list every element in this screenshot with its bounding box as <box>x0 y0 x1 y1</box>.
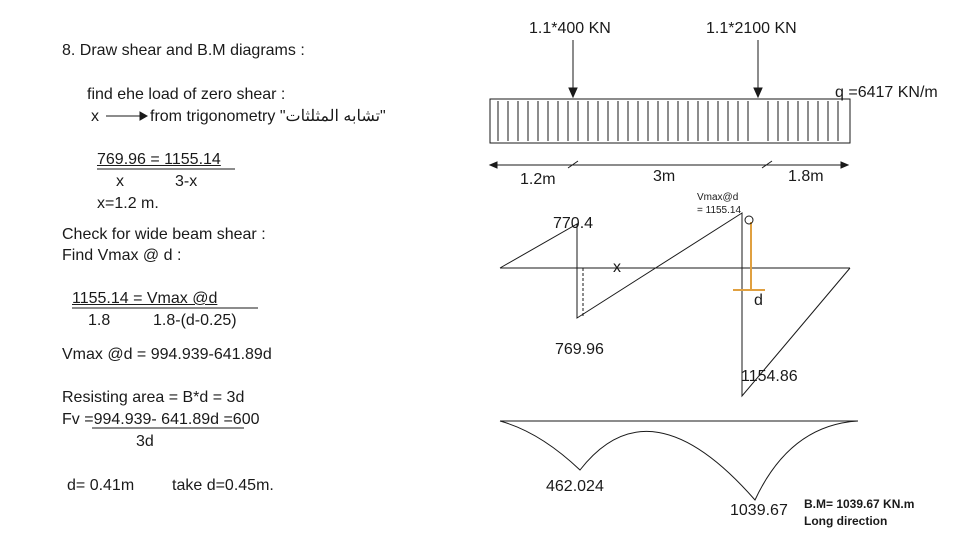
dimension-arrow-left <box>490 162 497 168</box>
dim-left-label: 1.2m <box>520 171 556 188</box>
shear-769-label: 769.96 <box>555 341 604 358</box>
dimension-arrow-right <box>841 162 848 168</box>
bm-note-line-1: B.M= 1039.67 KN.m <box>804 497 915 511</box>
vmax-equation: Vmax @d = 994.939-641.89d <box>62 346 272 363</box>
shear-d-label: d <box>754 292 763 309</box>
take-d: take d=0.45m. <box>172 477 274 494</box>
load-right-label: 1.1*2100 KN <box>706 20 797 37</box>
find-vmax-line: Find Vmax @ d : <box>62 247 182 264</box>
moment-462-label: 462.024 <box>546 478 604 495</box>
shear-770-label: 770.4 <box>553 215 594 232</box>
load-left-label: 1.1*400 KN <box>529 20 611 37</box>
load-arrow-left-head <box>569 88 577 97</box>
shear-1154-label: 1154.86 <box>741 368 798 385</box>
vmax-note-line-2: = 1155.14 <box>697 205 742 216</box>
equation-2-denominator-right: 1.8-(d-0.25) <box>153 312 237 329</box>
fv-equation: Fv =994.939- 641.89d =600 <box>62 411 260 428</box>
equation-1-result: x=1.2 m. <box>97 195 159 212</box>
equation-2-denominator-left: 1.8 <box>88 312 111 329</box>
shear-x-label: x <box>613 259 621 276</box>
udl-arrows <box>498 101 838 141</box>
vmax-note-line-1: Vmax@d <box>697 192 739 203</box>
x-label: x <box>91 108 99 125</box>
vmax-marker-circle <box>745 216 753 224</box>
bm-note-line-2: Long direction <box>804 514 888 528</box>
load-arrow-right-head <box>754 88 762 97</box>
equation-1-numerator: 769.96 = 1155.14 <box>97 151 221 168</box>
distributed-load-box <box>490 99 850 143</box>
trig-arrowhead <box>140 112 147 120</box>
problem-heading: 8. Draw shear and B.M diagrams : <box>62 42 305 59</box>
resisting-area-line: Resisting area = B*d = 3d <box>62 389 245 406</box>
equation-1-denominator-3x: 3-x <box>175 173 198 190</box>
udl-label: q =6417 KN/m <box>835 84 938 101</box>
dim-right-label: 1.8m <box>788 168 824 185</box>
equation-1-denominator-x: x <box>116 173 124 190</box>
d-result: d= 0.41m <box>67 477 135 494</box>
fv-denominator: 3d <box>136 433 154 450</box>
moment-1039-label: 1039.67 <box>730 502 788 519</box>
equation-2-numerator: 1155.14 = Vmax @d <box>72 290 218 307</box>
dim-mid-label: 3m <box>653 168 676 185</box>
wide-beam-check-line: Check for wide beam shear : <box>62 226 266 243</box>
find-zero-shear-line: find ehe load of zero shear : <box>87 86 286 103</box>
trigonometry-text: from trigonometry "تشابه المثلثات" <box>150 108 386 125</box>
